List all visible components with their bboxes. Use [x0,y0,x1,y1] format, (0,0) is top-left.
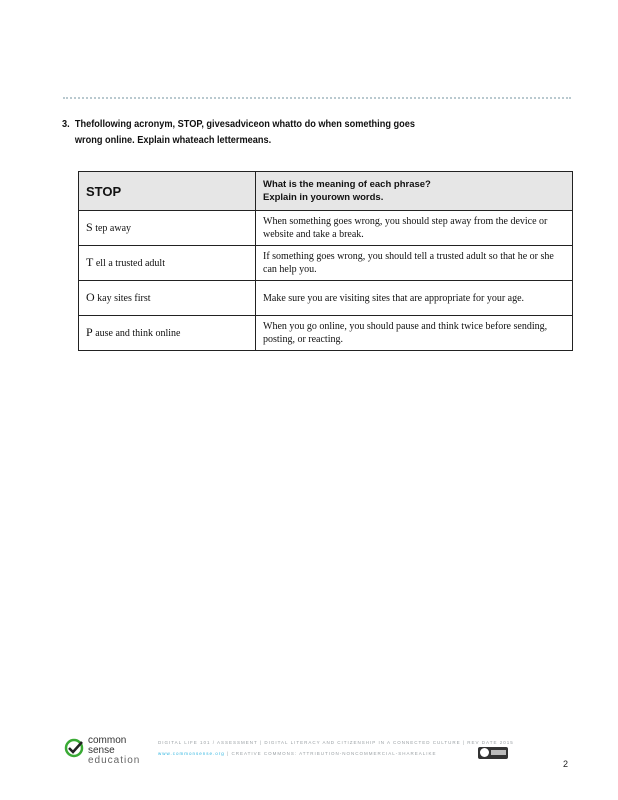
table-header-row [79,172,573,211]
term-cell-p [79,316,256,351]
term-rest: ell a trusted adult [93,258,165,269]
meaning-cell[interactable]: When something goes wrong, you should step away from the device or website and take a break. [256,211,573,246]
footer-course-line: DIGITAL LIFE 101 / ASSESSMENT | DIGITAL LITERACY AND CITIZENSHIP IN A CONNECTED CULTURE | REV DATE 2015 [158,740,514,745]
table-row [79,211,573,246]
meaning-cell[interactable]: When you go online, you should pause and think twice before sending, posting, or reacting. [256,316,573,351]
header-meaning-line2: Explain in yourown words. [263,192,384,203]
check-circle-icon [64,738,84,758]
question-text-line2: wrong online. Explain whateach lettermeans. [74,135,272,146]
stop-table [78,171,573,351]
question-3 [62,117,504,149]
term-rest: ause and think online [92,328,181,339]
meaning-cell[interactable]: If something goes wrong, you should tell a trusted adult so that he or she can help you. [256,246,573,281]
question-text-line1: Thefollowing acronym, STOP, givesadviceon whatto do when something goes [74,119,415,130]
footer-license-text: | CREATIVE COMMONS: ATTRIBUTION-NONCOMMERCIAL-SHAREALIKE [224,751,437,756]
logo-line-3: education [88,755,141,766]
term-initial: T [86,255,94,269]
page-number: 2 [563,759,569,769]
common-sense-logo [64,736,144,768]
creative-commons-badge-icon [478,747,508,759]
term-initial: S [86,220,93,234]
question-number: 3. [62,119,70,130]
footer-license-line [158,751,437,756]
header-meaning-line1: What is the meaning of each phrase? [263,179,431,190]
term-initial: P [86,325,93,339]
logo-line-1: common [88,735,127,746]
term-initial: O [86,290,95,304]
table-row [79,316,573,351]
question-line-1 [62,117,504,133]
term-cell-o [79,281,256,316]
table-row [79,246,573,281]
meaning-cell[interactable]: Make sure you are visiting sites that are appropriate for your age. [256,281,573,316]
header-meaning [256,172,573,211]
footer-url-link[interactable]: www.commonsense.org [158,751,225,756]
term-rest: kay sites first [94,293,151,304]
term-rest: tep away [92,223,132,234]
logo-wordmark [88,736,140,766]
term-cell-s [79,211,256,246]
top-dotted-rule [63,97,571,99]
logo-line-2: sense [88,745,115,756]
term-cell-t [79,246,256,281]
table-row [79,281,573,316]
header-stop: STOP [79,172,256,211]
